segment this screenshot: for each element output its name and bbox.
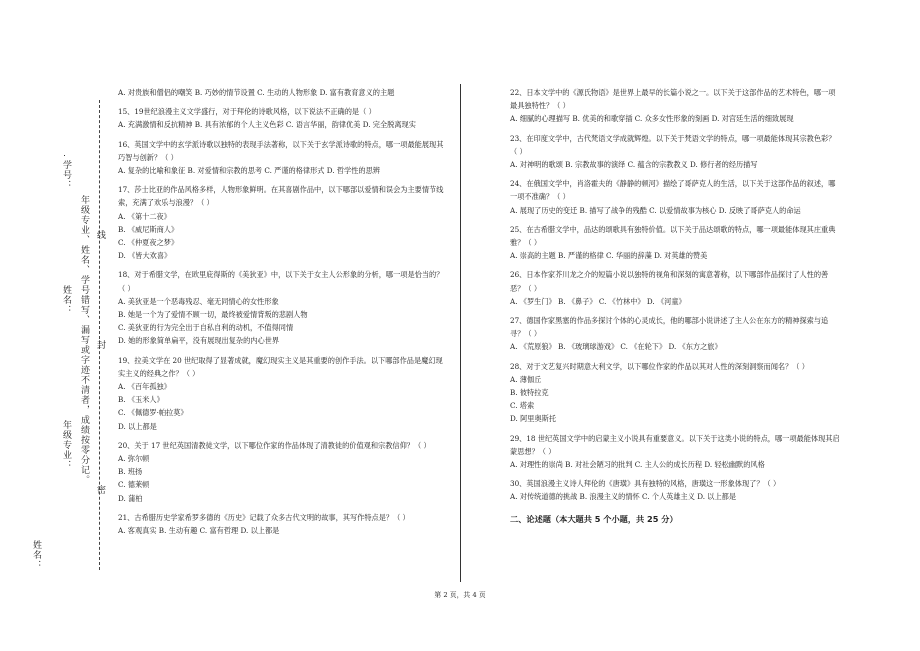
student-id-label: 学号： [61,160,71,190]
name-label-2: 姓名： [31,540,41,570]
question-19: 19、拉美文学在 20 世纪取得了显著成就，魔幻现实主义是其重要的创作手法。以下哪部作品是魔幻现实主义的经典之作？（ ） A. 《百年孤独》 B. 《玉米人》 C. 《佩德罗·帕拉莫》 D. 以上都是 [118,355,443,431]
question-17: 17、莎士比亚的作品风格多样，人物形象鲜明。在其喜剧作品中，以下哪部以爱情和误会为主要情节线索，充满了欢乐与浪漫？（ ） A. 《第十二夜》 B. 《威尼斯商人》 C. 《仲夏夜之梦》 D. 《皆大欢喜》 [118,185,444,261]
question-18: 18、对于希腊文学，在欧里庇得斯的《美狄亚》中，以下关于女主人公形象的分析，哪一项是恰当的？（ ） A. 美狄亚是一个恶毒残忍、毫无同情心的女性形象 B. 她是一个为了爱情不顾一切，最终被爱情背叛的悲剧人物 C. 美狄亚的行为完全出于自私自利的动机，不值得同情 D. 她的形象简单扁平，没有展现出复杂的内心世界 [118,270,444,346]
question-15: 15、19世纪浪漫主义文学盛行，对于拜伦的诗歌风格，以下说法不正确的是（ ） A. 充满激情和反抗精神 B. 具有浓郁的个人主义色彩 C. 语言华丽，韵律优美 D. 完全脱离现实 [118,107,416,130]
question-29: 29、18 世纪英国文学中的启蒙主义小说具有重要意义。以下关于这类小说的特点，哪一项最能体现其启蒙思想？（ ） A. 对理性的崇尚 B. 对社会陋习的批判 C. 主人公的成长历程 D. 轻松幽默的风格 [510,433,840,470]
seal-mark-dense: 密 [95,485,105,495]
page-footer: 第 2 页，共 4 页 [434,591,486,599]
left-column [118,86,448,543]
seal-mark-seal: 封 [95,340,105,350]
question-22: 22、日本文学中的《源氏物语》是世界上最早的长篇小说之一。以下关于这部作品的艺术特色，哪一项最具独特性？（ ） A. 细腻的心理描写 B. 优美的和歌穿插 C. 众多女性形象的刻画 D. 对宫廷生活的细致展现 [510,88,836,124]
question-27: 27、德国作家黑塞的作品多探讨个体的心灵成长，他的哪部小说讲述了主人公在东方的精神探索与追寻？（ ） A. 《荒原狼》 B. 《玻璃球游戏》 C. 《在轮下》 D. 《东方之旅》 [510,316,829,352]
right-column [510,86,840,525]
notice-text: 年级专业、姓名、学号错写、漏写或字迹不清者，成绩按零分记。 [79,195,89,485]
question-23: 23、在印度文学中，古代梵语文学成就辉煌。以下关于梵语文学的特点，哪一项最能体现其宗教色彩？（ ） A. 对神明的歌颂 B. 宗教故事的演绎 C. 蕴含的宗教教义 D. 修行者的经历描写 [510,133,836,170]
grade-major-label: 年级专业： [61,420,71,470]
question-14-options: A. 对贵族和僧侣的嘲笑 B. 巧妙的情节设置 C. 生动的人物形象 D. 富有教育意义的主题 [118,88,395,97]
question-26: 26、日本作家芥川龙之介的短篇小说以独特的视角和深刻的寓意著称，以下哪部作品探讨了人性的善恶？（ ） A. 《罗生门》 B. 《鼻子》 C. 《竹林中》 D. 《河童》 [510,270,829,306]
question-16: 16、英国文学中的玄学派诗歌以独特的表现手法著称，以下关于玄学派诗歌的特点，哪一项最能展现其巧智与创新？（ ） A. 复杂的比喻和象征 B. 对爱情和宗教的思考 C. 严谨的格律形式 D. 哲学性的思辨 [118,139,444,176]
question-28: 28、对于文艺复兴时期意大利文学，以下哪位作家的作品以其对人性的深刻洞察而闻名？（ ） A. 薄伽丘 B. 彼特拉克 C. 塔索 D. 阿里奥斯托 [510,361,809,424]
binding-dashed-line [99,100,100,570]
question-25: 25、在古希腊文学中，品达的颂歌具有独特价值。以下关于品达颂歌的特点，哪一项最能体现其庄重典雅？（ ） A. 崇高的主题 B. 严谨的格律 C. 华丽的辞藻 D. 对英雄的赞美 [510,224,836,261]
seal-mark-line: 线 [95,230,105,240]
section-title: 二、论述题（本大题共 5 个小题，共 25 分） [510,513,678,524]
name-label: 姓名： [61,285,71,315]
question-21: 21、古希腊历史学家希罗多德的《历史》记载了众多古代文明的故事，其写作特点是？（ ） A. 客观真实 B. 生动有趣 C. 富有哲理 D. 以上都是 [118,512,410,536]
question-20: 20、关于 17 世纪英国清教徒文学，以下哪位作家的作品体现了清教徒的价值观和宗教信仰？（ ） A. 弥尔顿 B. 班扬 C. 德莱顿 D. 蒲柏 [118,440,431,503]
question-30: 30、英国浪漫主义诗人拜伦的《唐璜》具有独特的风格，唐璜这一形象体现了？（ ） A. 对传统道德的挑战 B. 浪漫主义的情怀 C. 个人英雄主义 D. 以上都是 [510,479,781,502]
question-24: 24、在俄国文学中，肖洛霍夫的《静静的顿河》描绘了哥萨克人的生活，以下关于这部作品的叙述，哪一项不准确？（ ） A. 展现了历史的变迁 B. 描写了战争的残酷 C. 以爱情故事为核心 D. 反映了哥萨克人的命运 [510,179,836,215]
column-divider [460,84,461,582]
